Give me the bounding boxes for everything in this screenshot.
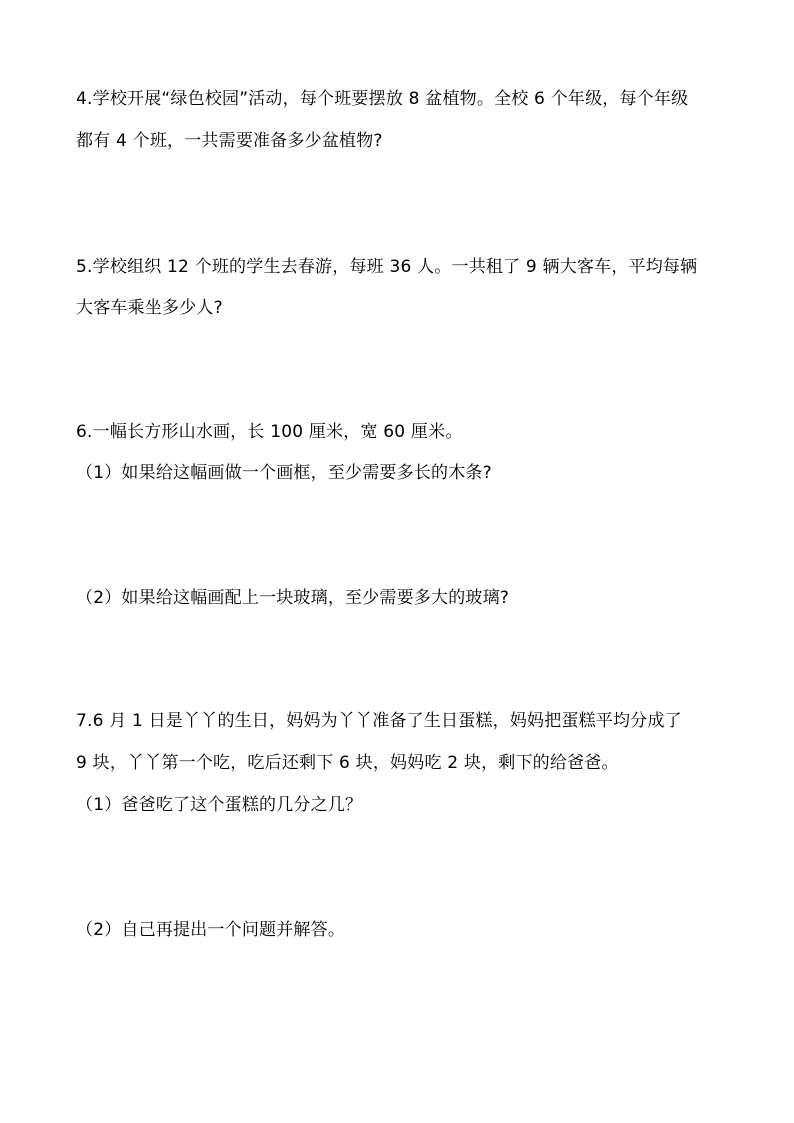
question-6-subquestion-1: （1）如果给这幅画做一个画框，至少需要多长的木条? [76, 463, 492, 483]
question-6-text: 6.一幅长方形山水画，长 100 厘米，宽 60 厘米。 [76, 422, 463, 442]
question-7-text-line-1: 7.6 月 1 日是丫丫的生日，妈妈为丫丫准备了生日蛋糕，妈妈把蛋糕平均分成了 [76, 711, 682, 731]
question-4-text-line-1: 4.学校开展“绿色校园”活动，每个班要摆放 8 盆植物。全校 6 个年级，每个年级 [76, 89, 689, 109]
question-7-text-line-2: 9 块，丫丫第一个吃，吃后还剩下 6 块，妈妈吃 2 块，剩下的给爸爸。 [76, 753, 619, 773]
question-4-text-line-2: 都有 4 个班，一共需要准备多少盆植物? [76, 131, 383, 151]
question-5-text-line-1: 5.学校组织 12 个班的学生去春游，每班 36 人。一共租了 9 辆大客车，平均每辆 [76, 257, 698, 277]
question-7-subquestion-2: （2）自己再提出一个问题并解答。 [76, 920, 346, 940]
question-5-text-line-2: 大客车乘坐多少人? [76, 298, 223, 318]
question-7-subquestion-1: （1）爸爸吃了这个蛋糕的几分之几？ [76, 795, 363, 815]
question-6-subquestion-2: （2）如果给这幅画配上一块玻璃，至少需要多大的玻璃? [76, 588, 510, 608]
